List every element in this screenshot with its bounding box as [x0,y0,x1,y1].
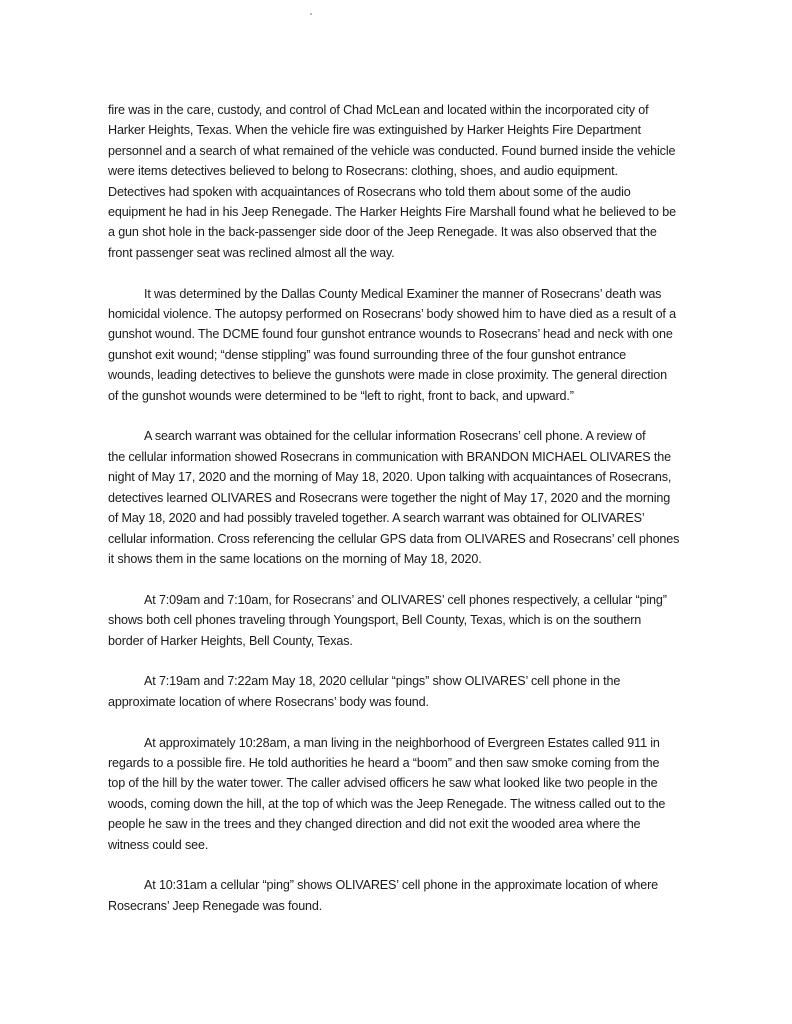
text-line: personnel and a search of what remained of the vehicle was conducted. Found burned inside the vehicle [108,143,676,158]
text-line: border of Harker Heights, Bell County, Texas. [108,633,353,648]
text-line: cellular information. Cross referencing the cellular GPS data from OLIVARES and Rosecrans’ cell phones [108,531,680,546]
text-line: the cellular information showed Rosecrans in communication with BRANDON MICHAEL OLIVARES the [108,449,671,464]
text-line: At 10:31am a cellular “ping” shows OLIVARES’ cell phone in the approximate location of where [144,878,659,893]
text-line: night of May 17, 2020 and the morning of May 18, 2020. Upon talking with acquaintances of Rosecrans, [108,470,672,485]
text-line: It was determined by the Dallas County Medical Examiner the manner of Rosecrans’ death was [144,286,662,301]
text-line: fire was in the care, custody, and control of Chad McLean and located within the incorporated city of [108,103,649,117]
paragraph [108,671,708,712]
text-line: approximate location of where Rosecrans’ body was found. [108,694,429,709]
text-line: front passenger seat was reclined almost all the way. [108,245,395,260]
document-body [108,100,708,937]
text-line: gunshot wound. The DCME found four gunshot entrance wounds to Rosecrans’ head and neck with one [108,327,673,342]
text-line: it shows them in the same locations on the morning of May 18, 2020. [108,551,482,566]
paragraph [108,733,708,855]
text-line: At approximately 10:28am, a man living in the neighborhood of Evergreen Estates called 911 in [144,735,660,750]
text-line: of May 18, 2020 and had possibly traveled together. A search warrant was obtained for OLIVARES’ [108,511,645,526]
text-line: At 7:09am and 7:10am, for Rosecrans’ and OLIVARES’ cell phones respectively, a cellular “ping” [144,592,667,607]
text-line: detectives learned OLIVARES and Rosecrans were together the night of May 17, 2020 and the morning [108,490,671,505]
text-line: of the gunshot wounds were determined to be “left to right, front to back, and upward.” [108,388,574,403]
text-line: were items detectives believed to belong to Rosecrans: clothing, shoes, and audio equipment. [108,164,618,179]
text-line: Harker Heights, Texas. When the vehicle fire was extinguished by Harker Heights Fire Department [108,123,641,138]
text-line: Rosecrans’ Jeep Renegade was found. [108,898,323,913]
paragraph [108,100,708,263]
text-line: a gun shot hole in the back-passenger side door of the Jeep Renegade. It was also observed that the [108,225,657,240]
text-line: witness could see. [108,837,209,852]
text-line: shows both cell phones traveling through Youngsport, Bell County, Texas, which is on the southern [108,613,642,628]
text-line: equipment he had in his Jeep Renegade. The Harker Heights Fire Marshall found what he believed to be [108,205,676,220]
text-line: Detectives had spoken with acquaintances of Rosecrans who told them about some of the audio [108,184,631,199]
paragraph [108,875,708,916]
text-line: woods, coming down the hill, at the top of which was the Jeep Renegade. The witness called out to the [108,796,666,811]
text-line: homicidal violence. The autopsy performed on Rosecrans’ body showed him to have died as a result of a [108,307,676,322]
paragraph [108,284,708,406]
text-line: At 7:19am and 7:22am May 18, 2020 cellular “pings” show OLIVARES’ cell phone in the [144,674,621,689]
paragraph [108,426,708,569]
text-line: A search warrant was obtained for the cellular information Rosecrans’ cell phone. A review of [144,429,646,444]
text-line: regards to a possible fire. He told authorities he heard a “boom” and then saw smoke coming from the [108,755,660,770]
text-line: gunshot exit wound; “dense stippling” was found surrounding three of the four gunshot entrance [108,347,626,362]
scan-artifact [310,13,312,15]
text-line: top of the hill by the water tower. The caller advised officers he saw what looked like two people in the [108,776,658,791]
paragraph [108,590,708,651]
text-line: wounds, leading detectives to believe the gunshots were made in close proximity. The general direction [108,368,667,383]
text-line: people he saw in the trees and they changed direction and did not exit the wooded area where the [108,817,641,832]
